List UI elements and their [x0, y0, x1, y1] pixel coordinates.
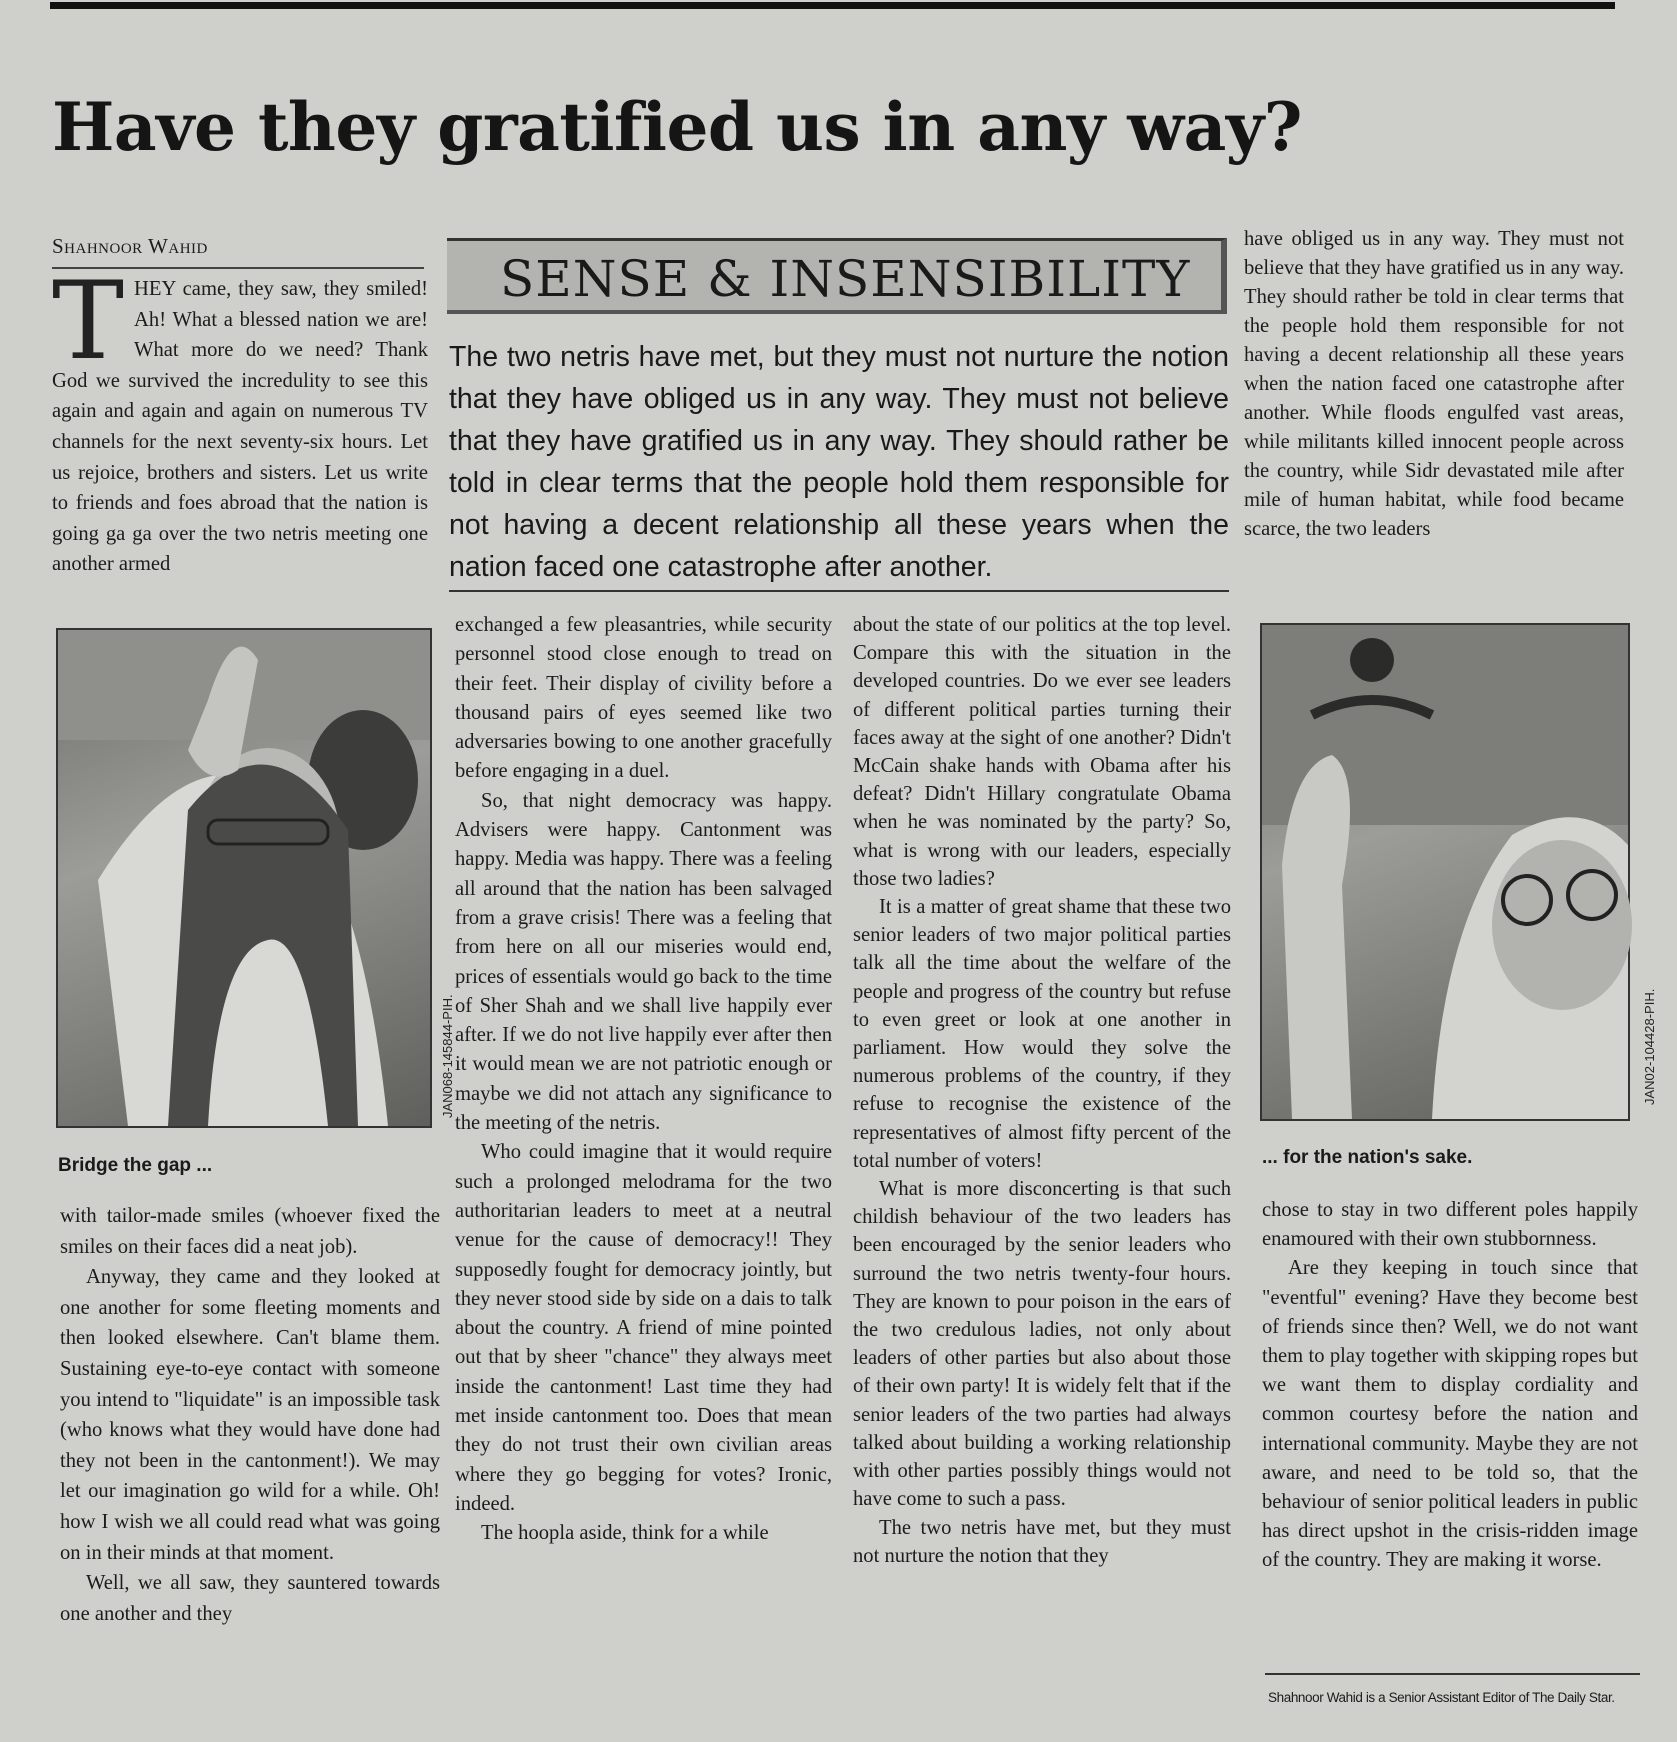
headline: Have they gratified us in any way? — [52, 88, 1302, 166]
paragraph: Well, we all saw, they sauntered towards one another and they — [60, 1572, 440, 1625]
top-rule — [50, 2, 1615, 9]
paragraph: chose to stay in two different poles happily enamoured with their own stubbornness. — [1262, 1199, 1638, 1251]
byline: Shahnoor Wahid — [52, 234, 424, 269]
pull-quote-rule — [449, 590, 1229, 592]
column-3 — [853, 611, 1231, 1570]
paragraph: The two netris have met, but they must not nurture the notion that they — [853, 1516, 1231, 1567]
paragraph: Are they keeping in touch since that "eventful" evening? Have they become best of friends since then? Well, we do not want them to play together with skipping ropes but we want them to display cordiality and common courtesy before the nation and international community. Maybe they are not aware, and need to be told so, that the behaviour of senior political leaders in public has direct upshot in the crisis-ridden image of the country. They are making it worse. — [1262, 1257, 1638, 1572]
author-credit: Shahnoor Wahid is a Senior Assistant Editor of The Daily Star. — [1268, 1690, 1615, 1705]
paragraph: about the state of our politics at the top level. Compare this with the situation in the developed countries. Do we ever see leaders of different political parties turning their faces away at the sight of one another? Didn't McCain shake hands with Obama after his defeat? Didn't Hillary congratulate Obama when he was nominated by the party? So, what is wrong with our leaders, especially those two ladies? — [853, 614, 1231, 890]
paragraph: have obliged us in any way. They must not believe that they have gratified us in any way. They should rather be told in clear terms that the people hold them responsible for not having a decent relationship all these years when the nation faced one catastrophe after another. While floods engulfed vast areas, while militants killed innocent people across the country, while Sidr devastated mile after mile of human habitat, while food became scarce, the two leaders — [1244, 228, 1624, 540]
drop-cap: T — [52, 259, 125, 384]
photo-left — [56, 628, 455, 1128]
column-2 — [455, 611, 832, 1549]
photo-right-image — [1262, 625, 1628, 1119]
column-4-top — [1244, 225, 1624, 544]
photo-right-caption: ... for the nation's sake. — [1262, 1147, 1473, 1168]
paragraph: Who could imagine that it would require such a prolonged melodrama for the two authoritarian leaders to meet at a neutral venue for the cause of democracy!! They supposedly fought for democracy jointly, but they never stood side by side on a dais to talk about the country. A friend of mine pointed out that by sheer "chance" they always meet inside the cantonment! Last time they had met inside cantonment too. Does that mean they do not trust their own civilian areas where they go begging for votes? Ironic, indeed. — [455, 1141, 832, 1515]
paragraph: Anyway, they came and they looked at one another for some fleeting moments and then looked elsewhere. Can't blame them. Sustaining eye-to-eye contact with someone you intend to "liquidate" is an impossible task (who knows what they would have done had they not been in the cantonment!). We may let our imagination go wild for a while. Oh! how I wish we all could read what was going on in their minds at that moment. — [60, 1266, 440, 1564]
paragraph: It is a matter of great shame that these two senior leaders of two major political parties talk all the time about the welfare of the people and progress of the country but refuse to even greet or look at one another in parliament. How would they solve the numerous problems of the country, if they refuse to recognise the existence of the representatives of almost fifty percent of the total number of voters! — [853, 896, 1231, 1172]
paragraph: The hoopla aside, think for a while — [481, 1522, 769, 1545]
column-1-top — [52, 259, 428, 580]
paragraph: with tailor-made smiles (whoever fixed the smiles on their faces did a neat job). — [60, 1205, 440, 1258]
photo-left-image — [58, 630, 430, 1126]
column-4-bottom — [1262, 1196, 1638, 1576]
kicker-title: SENSE & INSENSIBILITY — [500, 250, 1191, 308]
paragraph: exchanged a few pleasantries, while security personnel stood close enough to tread on their feet. Their display of civility before a thousand pairs of eyes seemed like two adversaries bowing to one another gracefully before engaging in a duel. — [455, 614, 832, 783]
photo-left-caption: Bridge the gap ... — [58, 1155, 213, 1176]
paragraph: So, that night democracy was happy. Advisers were happy. Cantonment was happy. Media was happy. There was a feeling all around that the nation has been salvaged from a grave crisis! There was a feeling that from here on all our miseries would end, prices of essentials would go back to the time of Sher Shah and we shall live happily ever after. If we do not live happily ever after then it would mean we are not patriotic enough or maybe we did not attach any significance to the meeting of the netris. — [455, 789, 832, 1135]
pull-quote: The two netris have met, but they must not nurture the notion that they have obliged us in any way. They must not believe that they have gratified us in any way. They should rather be told in clear terms that the people hold them responsible for not having a decent relationship all these years when the nation faced one catastrophe after another. — [449, 341, 1229, 583]
column-1-top-text: HEY came, they saw, they smiled! Ah! What a blessed nation we are! What more do we need? Thank God we survived the incredulity to see this again and again and again on numerous TV channels for the next seventy-six hours. Let us rejoice, brothers and sisters. Let us write to friends and foes abroad that the nation is going ga ga over the two netris meeting one another armed — [52, 278, 428, 576]
photo-right — [1260, 623, 1657, 1121]
photo-left-code: JAN068-145844-PIH. — [440, 994, 455, 1118]
paragraph: What is more disconcerting is that such childish behaviour of the two leaders has been encouraged by the senior leaders who surround the two netris twenty-four hours. They are known to pour poison in the ears of the two credulous ladies, not only about leaders of other parties but also about those of their own party! It is widely felt that if the senior leaders of the two parties had always talked about building a working relationship with other parties possibly things would not have come to such a pass. — [853, 1178, 1231, 1511]
column-1-bottom — [60, 1201, 440, 1629]
credit-rule — [1265, 1673, 1640, 1675]
photo-right-code: JAN02-104428-PIH. — [1642, 988, 1657, 1105]
